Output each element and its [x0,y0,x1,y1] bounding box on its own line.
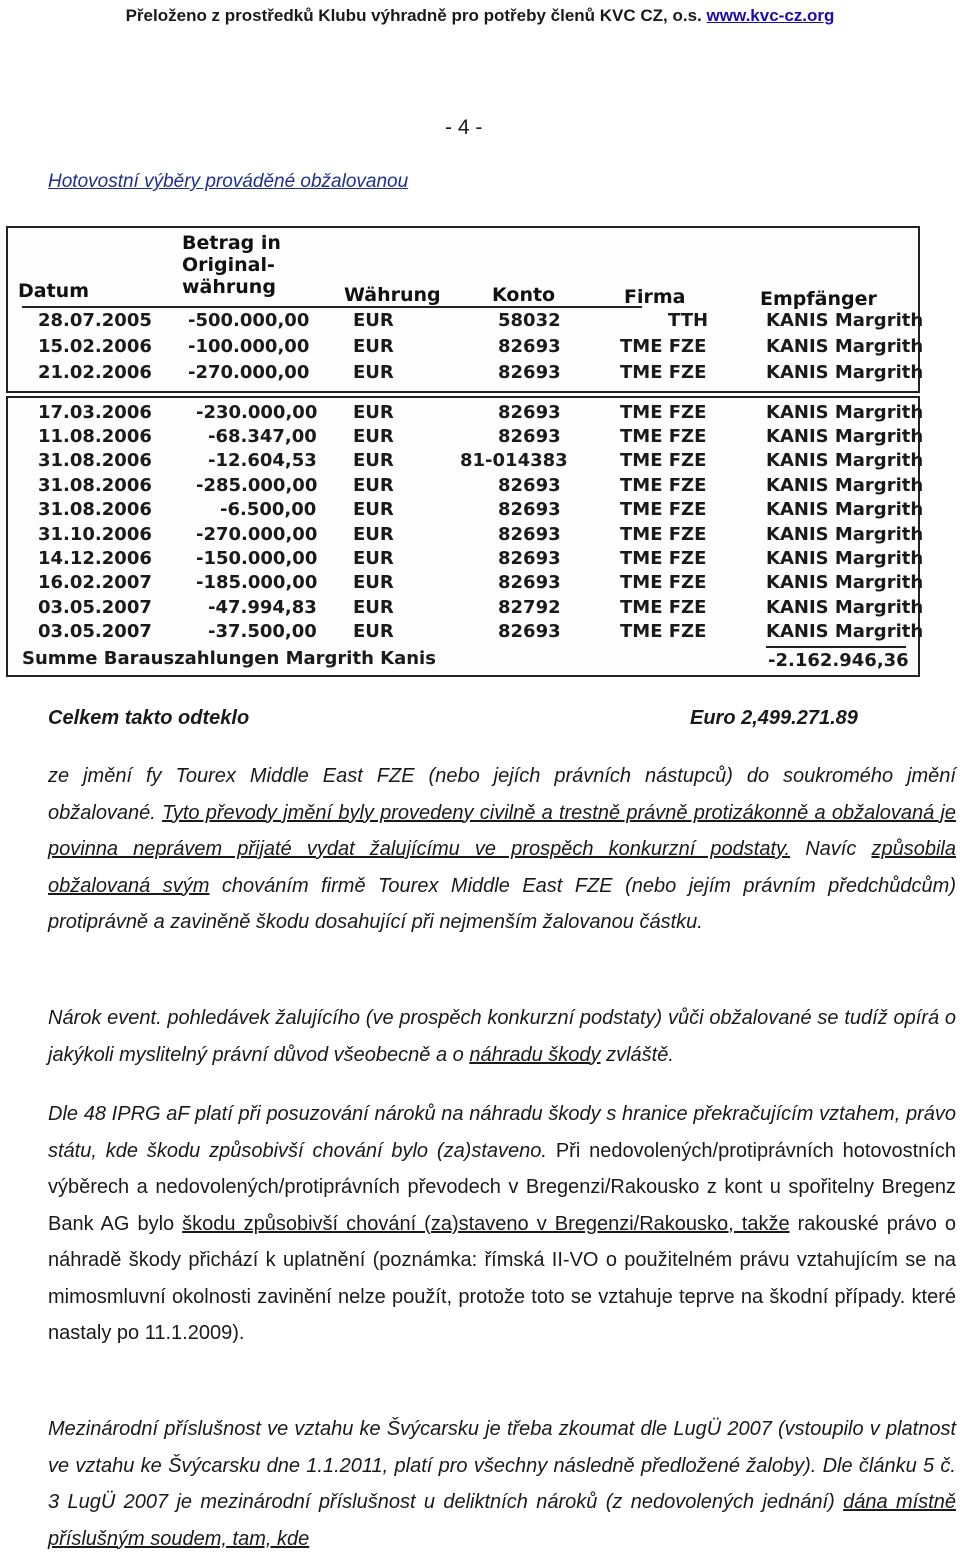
scanned-table-bottom [6,396,924,677]
header-underline [22,306,642,308]
scanned-table-top [6,226,924,393]
col-header-firm: Firma [624,286,686,308]
paragraph-2: Nárok event. pohledávek žalujícího (ve prospěch konkurzní podstaty) vůči obžalované se tudíž opírá o jakýkoli myslitelný právní důvod všeobecně a o náhradu škody zvláště. [48,1007,956,1066]
col-header-currency: Währung [344,284,441,306]
table-row: 31.08.2006 -285.000,00 EUR 82693 TME FZE KANIS Margrith [38,475,924,496]
table-row: 31.08.2006 -6.500,00 EUR 82693 TME FZE KANIS Margrith [38,499,924,520]
table-row: 21.02.2006 -270.000,00 EUR 82693 TME FZE KANIS Margrith [38,362,924,383]
table-row: 17.03.2006 -230.000,00 EUR 82693 TME FZE KANIS Margrith [38,402,924,423]
col-header-account: Konto [492,284,556,306]
table-row: 31.08.2006 -12.604,53 EUR 81-014383 TME FZE KANIS Margrith [38,450,924,471]
table-row: 11.08.2006 -68.347,00 EUR 82693 TME FZE KANIS Margrith [38,426,924,447]
header-text: Přeloženo z prostředků Klubu výhradně pro potřeby členů KVC CZ, o.s. [125,6,702,25]
table-row: 15.02.2006 -100.000,00 EUR 82693 TME FZE KANIS Margrith [38,336,924,357]
table-row: 03.05.2007 -47.994,83 EUR 82792 TME FZE KANIS Margrith [38,597,924,618]
paragraph-3: Dle 48 IPRG aF platí při posuzování nároků na náhradu škody s hranice překračujícím vztahem, právo státu, kde škodu způsobivší chování bylo (za)staveno. Při nedovolených/protiprávních hotovostních výběrech a nedovolených/protiprávních převodech v Bregenzi/Rakousko z kont u spořitelny Bregenz Bank AG bylo škodu způsobivší chování (za)staveno v Bregenzi/Rakousko, takže rakouské právo o náhradě škody přichází k uplatnění (poznámka: římská II-VO o použitelném právu vztahujícím se na mimosmluvní okolnosti zavinění nelze použít, protože toto se vztahuje teprve na škodní případy. které nastaly po 11.1.2009). [48,1103,956,1344]
table-row: 31.10.2006 -270.000,00 EUR 82693 TME FZE KANIS Margrith [38,524,924,545]
section-title: Hotovostní výběry prováděné obžalovanou [48,171,409,192]
table-row: 16.02.2007 -185.000,00 EUR 82693 TME FZE KANIS Margrith [38,572,924,593]
col-header-date: Datum [18,280,89,302]
header-link[interactable]: www.kvc-cz.org [706,6,835,25]
paragraph-1: ze jmění fy Tourex Middle East FZE (nebo jejích právních nástupců) do soukromého jmění obžalované. Tyto převody jmění byly provedeny civilně a trestně právně protizákonně a obžalovaná je povinna neprávem přijaté vydat žalujícímu ve prospěch konkurzní podstaty. Navíc způsobila obžalovaná svým chováním firmě Tourex Middle East FZE (nebo jejím právním předchůdcům) protiprávně a zaviněně škodu dosahující při nejmenším žalovanou částku. [48,765,956,933]
table-row: 14.12.2006 -150.000,00 EUR 82693 TME FZE KANIS Margrith [38,548,924,569]
col-header-recipient: Empfänger [760,288,877,310]
summary-label: Summe Barauszahlungen Margrith Kanis [22,648,436,669]
table-row: 03.05.2007 -37.500,00 EUR 82693 TME FZE KANIS Margrith [38,621,924,642]
total-label: Celkem takto odteklo [48,707,250,729]
table-row: 28.07.2005 -500.000,00 EUR 58032 TTH KANIS Margrith [38,310,924,331]
col-header-amount: Betrag in Original-währung [182,232,281,298]
total-value: Euro 2,499.271.89 [690,707,858,729]
page-number: - 4 - [445,116,483,139]
summary-rule [766,646,906,648]
paragraph-4: Mezinárodní příslušnost ve vztahu ke Švýcarsku je třeba zkoumat dle LugÜ 2007 (vstoupilo v platnost ve vztahu ke Švýcarsku dne 1.1.2011, platí pro všechny následně předložené žaloby). Dle článku 5 č. 3 LugÜ 2007 je mezinárodní příslušnost u deliktních nároků (z nedovolených jednání) dána místně příslušným soudem, tam, kde [48,1418,956,1550]
page-header [0,6,960,26]
summary-value: -2.162.946,36 [768,650,909,671]
